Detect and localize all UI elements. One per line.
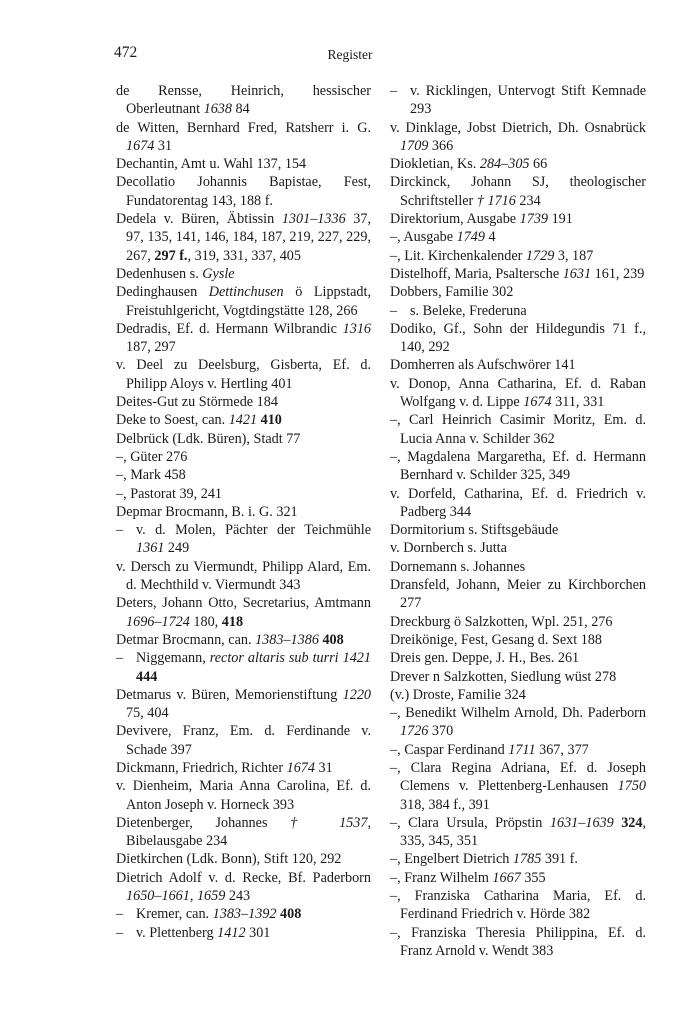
sub-entry-dash: –: [116, 924, 124, 941]
index-entry: [390, 247, 646, 265]
entry-text: 249: [164, 540, 190, 557]
entry-text: v. Dersch zu Viermundt, Philipp Alard, Em. d. Mechthild v. Viermundt 343: [116, 558, 371, 594]
entry-text: Dornemann s. Johannes: [390, 558, 526, 575]
index-entry: [116, 485, 371, 503]
entry-text: –, Clara Regina Adriana, Ef. d. Joseph Clemens v. Plettenberg-Lenhausen: [390, 759, 646, 795]
index-entry: [116, 155, 371, 173]
entry-text: –, Mark 458: [116, 467, 186, 484]
index-entry: [390, 283, 646, 301]
entry-text: 161, 239: [591, 265, 645, 282]
italic-text: 1785: [512, 851, 542, 868]
entry-text: 75, 404: [126, 705, 169, 722]
entry-text: –, Franziska Catharina Maria, Ef. d. Ferdinand Friedrich v. Hörde 382: [390, 888, 646, 923]
entry-text: 391 f.: [541, 851, 578, 868]
main-reference: 418: [221, 613, 244, 630]
index-entry: [390, 887, 646, 924]
main-reference: 408: [280, 906, 302, 923]
italic-text: 1709: [400, 137, 429, 154]
italic-text: rector altaris sub turri 1421: [209, 650, 371, 667]
index-entry: [116, 850, 371, 868]
entry-text: Dirckinck, Johann SJ, theologischer Schriftsteller: [390, 174, 646, 209]
italic-text: 1316: [342, 320, 371, 337]
entry-text: Kremer, can.: [136, 906, 213, 923]
entry-text: v. Dienheim, Maria Anna Carolina, Ef. d. Anton Joseph v. Horneck 393: [116, 778, 371, 813]
index-entry: [116, 814, 371, 851]
entry-text: v. d. Molen, Pächter der Teichmühle: [136, 522, 371, 539]
index-entry: [390, 375, 646, 412]
entry-text: Dechantin, Amt u. Wahl 137, 154: [116, 156, 307, 173]
entry-text: Distelhoff, Maria, Psaltersche: [390, 265, 563, 282]
italic-text: 1631: [562, 265, 592, 282]
index-entry: [116, 265, 371, 283]
italic-text: 1412: [217, 924, 246, 941]
entry-text: Dietkirchen (Ldk. Bonn), Stift 120, 292: [116, 851, 342, 868]
entry-text: Dedela v. Büren, Äbtissin: [116, 211, 282, 228]
index-entry: [390, 558, 646, 576]
index-entry: [390, 814, 646, 851]
index-entry: [390, 539, 646, 557]
entry-text: –, Lit. Kirchenkalender: [390, 247, 526, 264]
index-entry: [390, 668, 646, 686]
entry-text: –, Caspar Ferdinand: [390, 741, 509, 758]
entry-text: Detmar Brocmann, can.: [116, 631, 256, 648]
entry-text: –, Franziska Theresia Philippina, Ef. d. Franz Arnold v. Wendt 383: [390, 924, 646, 959]
index-entry: [390, 704, 646, 741]
index-entry: [116, 411, 371, 429]
entry-text: –, Güter 276: [116, 448, 188, 465]
index-entry: [116, 320, 371, 357]
index-entry: [116, 283, 371, 320]
italic-text: † 1716: [476, 192, 516, 209]
entry-text: Dreikönige, Fest, Gesang d. Sext 188: [390, 631, 602, 648]
main-reference: 408: [322, 631, 344, 648]
index-entry: [390, 613, 646, 631]
entry-text: 187, 297: [126, 339, 176, 356]
index-entry: [116, 430, 371, 448]
entry-text: v. Dorfeld, Catharina, Ef. d. Friedrich v. Padberg 344: [390, 485, 646, 520]
entry-text: v. Donop, Anna Catharina, Ef. d. Raban Wolfgang v. d. Lippe: [390, 375, 646, 411]
entry-text: Dodiko, Gf., Sohn der Hildegundis 71 f., 140, 292: [390, 320, 646, 356]
italic-text: 1749: [456, 229, 485, 246]
index-entry: [390, 155, 646, 173]
entry-text: Devivere, Franz, Em. d. Ferdinande v. Schade 397: [116, 723, 371, 758]
index-entry: [390, 302, 646, 320]
index-entry: [390, 649, 646, 667]
index-entry: [116, 558, 371, 595]
index-entry: [390, 924, 646, 961]
entry-text: 243: [225, 888, 251, 905]
entry-text: v. Plettenberg: [136, 924, 218, 941]
entry-text: Dreis gen. Deppe, J. H., Bes. 261: [390, 650, 580, 667]
italic-text: † 1537: [290, 814, 368, 831]
entry-text: 234: [515, 192, 541, 209]
entry-text: Dietrich Adolf v. d. Recke, Bf. Paderborn: [116, 869, 371, 886]
entry-text: –, Benedikt Wilhelm Arnold, Dh. Paderborn: [390, 705, 646, 722]
entry-text: Dreckburg ö Salzkotten, Wpl. 251, 276: [390, 613, 613, 630]
entry-text: Dobbers, Familie 302: [390, 284, 514, 301]
index-entry: [390, 759, 646, 814]
index-entry: [390, 686, 646, 704]
index-entry: [390, 576, 646, 613]
italic-text: 1650–1661, 1659: [126, 888, 226, 905]
index-entry: [390, 869, 646, 887]
index-entry: [116, 649, 371, 686]
entry-text: Domherren als Aufschwörer 141: [390, 357, 576, 374]
italic-text: 1674: [286, 759, 315, 776]
index-entry: [116, 173, 371, 210]
entry-text: Direktorium, Ausgabe: [390, 211, 520, 228]
index-entry: [116, 869, 371, 906]
entry-text: Dickmann, Friedrich, Richter: [116, 759, 287, 776]
entry-text: –, Engelbert Dietrich: [390, 851, 513, 868]
index-entry: [390, 320, 646, 357]
italic-text: 1750: [617, 778, 646, 795]
sub-entry-dash: –: [116, 522, 124, 539]
entry-text: Detmarus v. Büren, Memorienstiftung: [116, 686, 343, 703]
italic-text: 1631–1639: [549, 814, 614, 831]
index-entry: [116, 722, 371, 759]
entry-text: 84: [231, 101, 250, 118]
italic-text: 1301–1336: [281, 211, 346, 228]
index-entry: [116, 82, 371, 119]
entry-text: s. Beleke, Frederuna: [410, 302, 527, 319]
running-title: Register: [327, 47, 373, 62]
index-entry: [390, 119, 646, 156]
entry-text: –, Magdalena Margaretha, Ef. d. Hermann Bernhard v. Schilder 325, 349: [390, 448, 646, 484]
entry-text: 180,: [189, 613, 222, 630]
italic-text: Dettinchusen: [208, 284, 284, 301]
entry-text: 4: [484, 229, 496, 246]
index-entry: [390, 356, 646, 374]
entry-text: Dietenberger, Johannes: [116, 814, 291, 831]
entry-text: (v.) Droste, Familie 324: [390, 686, 526, 703]
entry-text: –, Pastorat 39, 241: [116, 485, 223, 502]
index-entry: [390, 485, 646, 522]
entry-text: v. Dornberch s. Jutta: [390, 540, 507, 557]
entry-text: –, Franz Wilhelm: [390, 869, 493, 886]
index-entry: [390, 265, 646, 283]
index-entry: [116, 521, 371, 558]
entry-text: 355: [520, 869, 546, 886]
entry-text: 370: [428, 723, 454, 740]
index-entry: [390, 448, 646, 485]
entry-text: , 335, 345, 351: [400, 814, 647, 850]
index-entry: [390, 631, 646, 649]
sub-entry-dash: –: [390, 302, 398, 319]
index-entry: [390, 850, 646, 868]
sub-entry-dash: –: [116, 906, 124, 923]
index-entry: [390, 173, 646, 210]
entry-text: de Rensse, Heinrich, hessischer Oberleutnant: [116, 83, 371, 118]
entry-text: –, Clara Ursula, Pröpstin: [390, 814, 550, 831]
main-reference: 297 f.: [154, 247, 188, 264]
index-column-right: [390, 82, 646, 960]
index-entry: [116, 448, 371, 466]
entry-text: , Bibelausgabe 234: [126, 814, 371, 850]
index-entry: [116, 393, 371, 411]
italic-text: 284–305: [479, 156, 530, 173]
entry-text: 31: [314, 759, 333, 776]
italic-text: 1729: [525, 247, 555, 264]
index-column-left: [116, 82, 371, 942]
index-entry: [390, 741, 646, 759]
italic-text: 1383–1386: [255, 631, 319, 648]
entry-text: Decollatio Johannis Bapistae, Fest, Fundatorentag 143, 188 f.: [116, 174, 371, 209]
entry-text: 3, 187: [554, 247, 594, 264]
index-entry: [390, 411, 646, 448]
entry-text: –, Carl Heinrich Casimir Moritz, Em. d. Lucia Anna v. Schilder 362: [390, 412, 646, 447]
italic-text: 1361: [136, 540, 165, 557]
entry-text: v. Deel zu Deelsburg, Gisberta, Ef. d. Philipp Aloys v. Hertling 401: [116, 357, 371, 392]
sub-entry-dash: –: [390, 83, 398, 99]
index-entry: [390, 228, 646, 246]
italic-text: 1383–1392: [212, 906, 277, 923]
entry-text: 318, 384 f., 391: [400, 796, 490, 813]
index-entry: [116, 686, 371, 723]
main-reference: 324: [621, 814, 643, 831]
italic-text: 1667: [492, 869, 521, 886]
page-number: 472: [114, 44, 138, 61]
index-entry: [116, 905, 371, 923]
italic-text: 1711: [508, 741, 536, 758]
italic-text: 1220: [342, 686, 371, 703]
index-entry: [116, 594, 371, 631]
entry-text: 366: [428, 137, 454, 154]
entry-text: 191: [548, 211, 573, 228]
entry-text: 31: [154, 137, 173, 154]
entry-text: Dedinghausen: [116, 284, 209, 301]
entry-text: 301: [245, 924, 271, 941]
entry-text: Dedenhusen s.: [116, 265, 203, 282]
index-entry: [116, 356, 371, 393]
entry-text: 367, 377: [535, 741, 589, 758]
entry-text: de Witten, Bernhard Fred, Ratsherr i. G.: [116, 119, 371, 136]
index-entry: [116, 631, 371, 649]
index-entry: [390, 210, 646, 228]
italic-text: 1674: [126, 137, 155, 154]
italic-text: 1638: [203, 101, 232, 118]
entry-text: ö Lippstadt, Freistuhlgericht, Vogtdingstätte 128, 266: [126, 284, 371, 319]
italic-text: 1674: [523, 394, 552, 411]
index-entry: [116, 466, 371, 484]
index-entry: [116, 210, 371, 265]
entry-text: 37, 97, 135, 141, 146, 184, 187, 219, 227, 229, 267,: [126, 211, 371, 264]
sub-entry-dash: –: [116, 650, 124, 667]
main-reference: 444: [136, 668, 158, 685]
entry-text: Deites-Gut zu Störmede 184: [116, 394, 278, 411]
entry-text: Diokletian, Ks.: [390, 156, 480, 173]
entry-text: v. Dinklage, Jobst Dietrich, Dh. Osnabrück: [390, 119, 646, 136]
entry-text: Deke to Soest, can.: [116, 412, 229, 429]
entry-text: Deters, Johann Otto, Secretarius, Amtmann: [116, 595, 371, 612]
entry-text: –, Ausgabe: [390, 229, 457, 246]
entry-text: Dransfeld, Johann, Meier zu Kirchborchen 277: [390, 577, 646, 612]
entry-text: Dormitorium s. Stiftsgebäude: [390, 522, 559, 539]
entry-text: Dedradis, Ef. d. Hermann Wilbrandic: [116, 320, 343, 337]
index-entry: [116, 924, 371, 942]
index-entry: [390, 521, 646, 539]
entry-text: v. Ricklingen, Untervogt Stift Kemnade 293: [410, 83, 646, 118]
index-entry: [116, 777, 371, 814]
index-entry: [390, 82, 646, 119]
entry-text: 311, 331: [551, 394, 605, 411]
italic-text: 1421: [228, 412, 258, 429]
entry-text: 66: [529, 156, 548, 173]
index-entry: [116, 503, 371, 521]
entry-text: Delbrück (Ldk. Büren), Stadt 77: [116, 430, 301, 447]
italic-text: 1726: [400, 723, 429, 740]
index-entry: [116, 119, 371, 156]
entry-text: , 319, 331, 337, 405: [187, 247, 301, 264]
index-entry: [116, 759, 371, 777]
italic-text: Gysle: [202, 265, 235, 282]
italic-text: 1739: [519, 211, 549, 228]
entry-text: Niggemann,: [136, 650, 210, 667]
entry-text: Drever n Salzkotten, Siedlung wüst 278: [390, 668, 617, 685]
italic-text: 1696–1724: [126, 613, 190, 630]
entry-text: Depmar Brocmann, B. i. G. 321: [116, 503, 298, 520]
main-reference: 410: [260, 412, 282, 429]
